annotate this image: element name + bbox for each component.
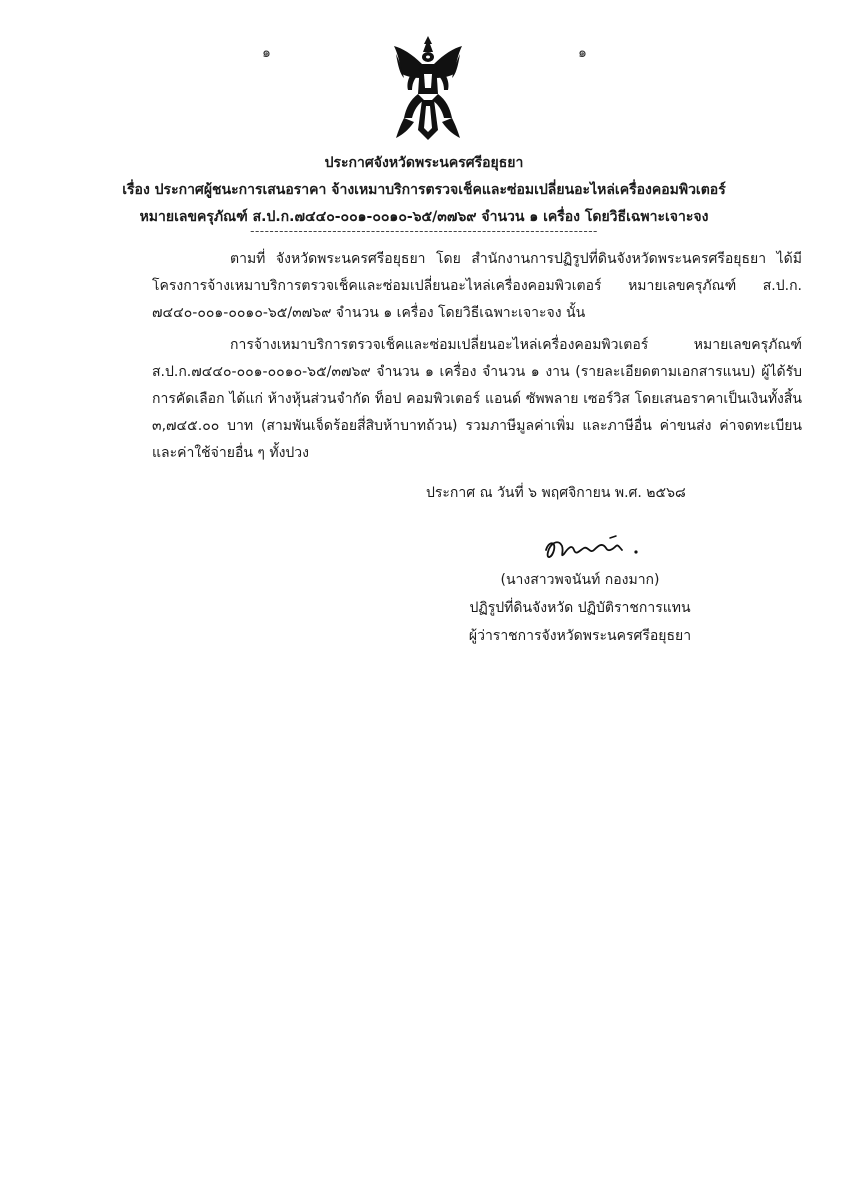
agency-title: ประกาศจังหวัดพระนครศรีอยุธยา	[324, 155, 524, 171]
paragraph-2-text: การจ้างเหมาบริการตรวจเช็คและซ่อมเปลี่ยนอะไหล่เครื่องคอมพิวเตอร์ หมายเลขครุภัณฑ์ ส.ป.ก.๗๔๔๐-๐๐๑-๐๐๑๐-๖๕/๓๗๖๙ จำนวน ๑ เครื่อง จำนวน ๑ งาน (รายละเอียดตามเอกสารแนบ) ผู้ได้รับการคัดเลือก ได้แก่ ห้างหุ้นส่วนจำกัด ท็อป คอมพิวเตอร์ แอนด์ ซัพพลาย เซอร์วิส โดยเสนอราคาเป็นเงินทั้งสิ้น ๓,๗๔๕.๐๐ บาท (สามพันเจ็ดร้อยสี่สิบห้าบาทถ้วน) รวมภาษีมูลค่าเพิ่ม และภาษีอื่น ค่าขนส่ง ค่าจดทะเบียน และค่าใช้จ่ายอื่น ๆ ทั้งปวง	[152, 337, 802, 461]
body-paragraph-2	[152, 332, 802, 467]
body-paragraph-1	[152, 246, 802, 327]
subject-line-1: เรื่อง ประกาศผู้ชนะการเสนอราคา จ้างเหมาบริการตรวจเช็คและซ่อมเปลี่ยนอะไหล่เครื่องคอมพิวเตอร์	[122, 182, 726, 198]
garuda-emblem-icon	[392, 34, 464, 142]
signer-title-2: ผู้ว่าราชการจังหวัดพระนครศรีอยุธยา	[468, 628, 692, 644]
signer-title-1: ปฏิรูปที่ดินจังหวัด ปฏิบัติราชการแทน	[469, 600, 691, 616]
announcement-date: ประกาศ ณ วันที่ ๖ พฤศจิกายน พ.ศ. ๒๕๖๘	[426, 485, 686, 501]
signer-name: (นางสาวพจนันท์ กองมาก)	[500, 572, 660, 588]
handwritten-signature-icon	[540, 528, 650, 564]
corner-mark-right: ๑	[578, 45, 587, 61]
subject-line-2: หมายเลขครุภัณฑ์ ส.ป.ก.๗๔๔๐-๐๐๑-๐๐๑๐-๖๕/๓๗๖๙ จำนวน ๑ เครื่อง โดยวิธีเฉพาะเจาะจง	[139, 209, 709, 225]
document-header	[60, 150, 788, 231]
paragraph-1-text: ตามที่ จังหวัดพระนครศรีอยุธยา โดย สำนักงานการปฏิรูปที่ดินจังหวัดพระนครศรีอยุธยา ได้มีโครงการจ้างเหมาบริการตรวจเช็คและซ่อมเปลี่ยนอะไหล่เครื่องคอมพิวเตอร์ หมายเลขครุภัณฑ์ ส.ป.ก. ๗๔๔๐-๐๐๑-๐๐๑๐-๖๕/๓๗๖๙ จำนวน ๑ เครื่อง โดยวิธีเฉพาะเจาะจง นั้น	[152, 251, 802, 321]
dashed-divider: ------------------------------------------------------------------------	[250, 224, 598, 238]
corner-mark-left: ๑	[262, 45, 271, 61]
signer-block	[380, 566, 780, 650]
